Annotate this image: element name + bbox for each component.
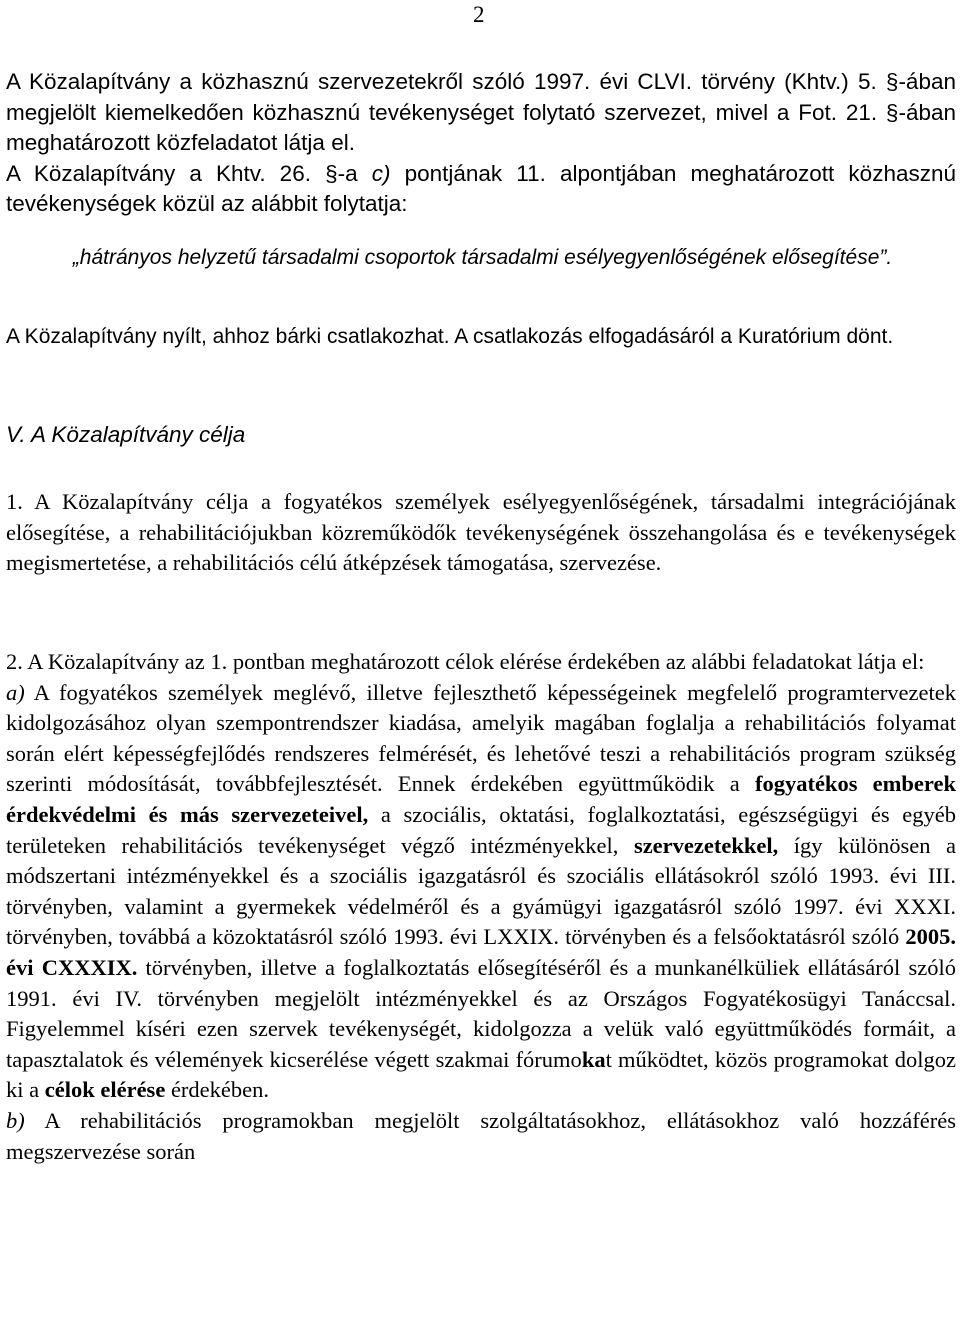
- item-a-text-4: törvényben, illetve a foglalkoztatás elősegítéséről és a munkanélküliek ellátásáról szóló 1991. évi IV. törvényben megjelölt intézményekkel és az Országos Fogyatékosügyi Tanáccsal. Figyelemmel kíséri ezen szervek tevékenységét, kidolgozza a velük való együttműködés formáit, a tapasztalatok és vélemények kicserélése végett szakmai fórumo: [6, 954, 956, 1072]
- item-a-label: a): [6, 679, 25, 705]
- intro-text-b-italic: c): [371, 160, 391, 186]
- membership-paragraph: [6, 321, 956, 353]
- item-a-bold-4: ka: [581, 1046, 606, 1072]
- intro-paragraph: [6, 67, 956, 220]
- item-a-bold-5: célok elérése: [44, 1077, 166, 1103]
- page-number: 2: [473, 2, 485, 27]
- item-a-text-3: így különösen a módszertani intézményekkel és a szociális igazgatásról és szociális ellátásokról szóló 1993. évi III. törvényben, valamint a gyermekek védelméről és a gyámügyi igazgatásról szóló 1997. évi XXXI. törvényben, továbbá a közoktatásról szóló 1993. évi LXXIX. törvényben és a felsőoktatásról szóló: [6, 832, 957, 950]
- quote-text: „hátrányos helyzetű társadalmi csoportok társadalmi esélyegyenlőségének elősegítése”.: [72, 246, 893, 269]
- item-b-label: b): [6, 1107, 25, 1133]
- intro-text-a: A Közalapítvány a közhasznú szervezetekről szóló 1997. évi CLVI. törvény (Khtv.) 5. §-ában megjelölt kiemelkedően közhasznú tevékenységet folytató szervezet, mivel a Fot. 21. §-ában meghatározott közfeladatot látja el.: [6, 69, 956, 156]
- section-1-text: 1. A Közalapítvány célja a fogyatékos személyek esélyegyenlőségének, társadalmi integrációjának elősegítése, a rehabilitációjukban közreműködők tevékenységének összehangolása és e tevékenységek megismertetése, a rehabilitációs célú átképzések támogatása, szervezése.: [6, 489, 956, 576]
- membership-text: A Közalapítvány nyílt, ahhoz bárki csatlakozhat. A csatlakozás elfogadásáról a Kuratórium dönt.: [6, 325, 894, 348]
- section-2-intro: 2. A Közalapítvány az 1. pontban meghatározott célok elérése érdekében az alábbi feladatokat látja el:: [6, 649, 925, 674]
- section-2-paragraph: [6, 647, 956, 1167]
- item-a-bold-2: szervezetekkel,: [633, 832, 779, 858]
- section-1-paragraph: [6, 487, 956, 579]
- item-b-text-1: A rehabilitációs programokban megjelölt szolgáltatásokhoz, ellátásokhoz való hozzáférés megszervezése során: [6, 1107, 956, 1164]
- item-a-text-5: t működtet, közös programokat dolgoz ki a: [6, 1046, 956, 1103]
- item-a-bold-3: 2005. évi CXXXIX.: [6, 924, 956, 980]
- item-a-text-1: A fogyatékos személyek meglévő, illetve fejleszthető képességeinek megfelelő programtervezetek kidolgozásához olyan szempontrendszer kiadása, amelyik magában foglalja a rehabilitációs folyamat során elért képességfejlődés rendszeres felmérését, és lehetővé teszi a rehabilitációs program szükség szerinti módosítását, továbbfejlesztését. Ennek érdekében együttműködik a: [6, 679, 956, 797]
- item-a-text-2: a szociális, oktatási, foglalkoztatási, egészségügyi és egyéb területeken rehabilitációs tevékenységet végző intézményekkel,: [6, 801, 956, 858]
- quoted-activity: [30, 242, 935, 274]
- section-heading-text: V. A Közalapítvány célja: [6, 422, 246, 447]
- item-a-text-6: érdekében.: [165, 1077, 270, 1103]
- intro-text-b-1: A Közalapítvány a Khtv. 26. §-a: [6, 160, 372, 186]
- item-a-bold-1: fogyatékos emberek érdekvédelmi és más szervezeteivel,: [6, 771, 956, 827]
- intro-text-b-2: pontjának 11. alpontjában meghatározott közhasznú tevékenységek közül az alábbit folytatja:: [6, 160, 956, 217]
- section-heading: [6, 420, 956, 450]
